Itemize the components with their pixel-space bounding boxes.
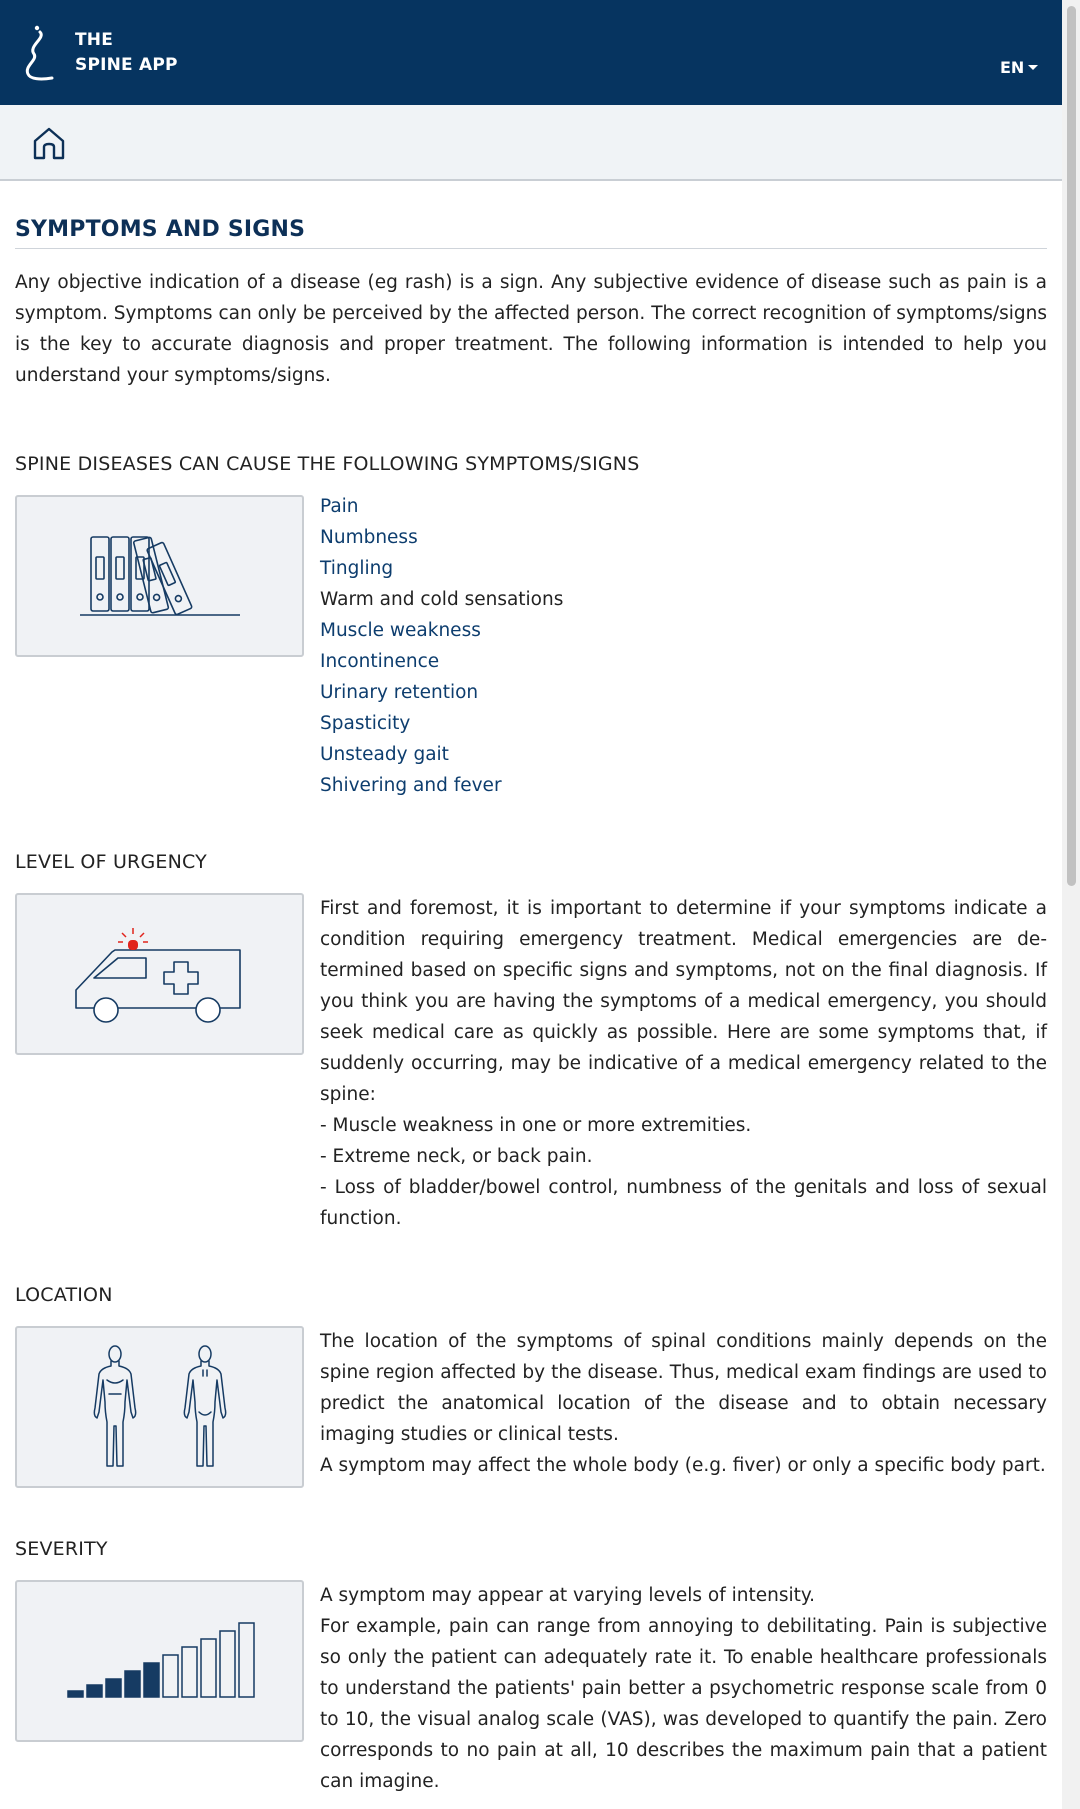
language-selector[interactable] (1000, 58, 1038, 77)
severity-paragraph-1: A symptom may appear at varying levels of intensity. (320, 1585, 816, 1606)
ambulance-icon (70, 924, 250, 1024)
symptom-link-urinary-retention[interactable]: Urinary retention (320, 682, 479, 703)
severity-section (15, 1538, 1047, 1797)
breadcrumb-bar (0, 105, 1062, 181)
location-image (15, 1326, 304, 1488)
symptoms-image (15, 495, 304, 657)
brand-name[interactable] (75, 28, 178, 78)
severity-heading: SEVERITY (15, 1538, 108, 1560)
language-label: EN (1000, 58, 1025, 77)
urgency-bullet-1: - Muscle weakness in one or more extremities. (320, 1115, 752, 1136)
symptom-item-warm-cold: Warm and cold sensations (320, 589, 564, 610)
symptom-link-pain[interactable]: Pain (320, 496, 359, 517)
symptom-link-incontinence[interactable]: Incontinence (320, 651, 440, 672)
location-text (320, 1326, 1047, 1488)
severity-paragraph-2: For example, pain can range from annoying to debilitating. Pain is subjective so only the patient can adequately rate it. To enable healthcare professionals to understand the patients' pain better a psychometric response scale from 0 to 10, the visual analog scale (VAS), was developed to quantify the pain. Zero corresponds to no pain at all, 10 describes the maximum pain that a patient can imagine. (320, 1616, 1047, 1792)
urgency-section (15, 851, 1047, 1234)
brand-line-1: THE (75, 30, 114, 50)
severity-image (15, 1580, 304, 1742)
binders-icon (75, 531, 245, 621)
body-front-back-icon (75, 1342, 245, 1472)
symptoms-list (320, 491, 563, 801)
page-scrollbar[interactable] (1062, 0, 1080, 1809)
page-title: SYMPTOMS AND SIGNS (15, 217, 1047, 249)
urgency-bullet-2: - Extreme neck, or back pain. (320, 1146, 593, 1167)
symptom-link-tingling[interactable]: Tingling (320, 558, 394, 579)
symptoms-section (15, 453, 1047, 801)
urgency-bullet-3: - Loss of bladder/bowel control, numbness of the genitals and loss of sexual function. (320, 1177, 1047, 1229)
scrollbar-thumb[interactable] (1067, 6, 1076, 886)
symptom-link-numbness[interactable]: Numbness (320, 527, 418, 548)
location-section (15, 1284, 1047, 1488)
location-heading: LOCATION (15, 1284, 113, 1306)
urgency-text (320, 893, 1047, 1234)
caret-down-icon (1028, 65, 1038, 70)
urgency-image (15, 893, 304, 1055)
home-icon[interactable] (31, 125, 67, 161)
symptom-link-muscle-weakness[interactable]: Muscle weakness (320, 620, 481, 641)
symptom-link-unsteady-gait[interactable]: Unsteady gait (320, 744, 449, 765)
intensity-scale-icon (60, 1621, 260, 1701)
urgency-heading: LEVEL OF URGENCY (15, 851, 207, 873)
location-paragraph-1: The location of the symptoms of spinal conditions mainly depends on the spine region affected by the disease. Thus, medical exam findings are used to predict the anatomical location of the disease and to obtain necessary imaging studies or clinical tests. (320, 1331, 1047, 1445)
top-navbar (0, 0, 1062, 105)
urgency-paragraph: First and foremost, it is important to determine if your symptoms indicate a condition requiring emergency treatment. Medical emergencies are determined based on specific signs and symptoms, not on the final diagnosis. If you think you are having the symptoms of a medical emergency, you should seek medical care as quickly as possible. Here are some symptoms that, if suddenly occurring, may be indicative of a medical emergency related to the spine: (320, 898, 1047, 1105)
symptom-link-shivering-fever[interactable]: Shivering and fever (320, 775, 502, 796)
location-paragraph-2: A symptom may affect the whole body (e.g. fiver) or only a specific body part. (320, 1455, 1046, 1476)
symptoms-heading: SPINE DISEASES CAN CAUSE THE FOLLOWING SYMPTOMS/SIGNS (15, 453, 640, 475)
brand-line-2: SPINE APP (75, 55, 178, 75)
symptom-link-spasticity[interactable]: Spasticity (320, 713, 411, 734)
intro-paragraph: Any objective indication of a disease (eg rash) is a sign. Any subjective evidence of disease such as pain is a symptom. Symptoms can only be perceived by the affected person. The correct recognition of symptoms/signs is the key to accurate diagnosis and proper treatment. The following information is intended to help you understand your symptoms/signs. (15, 272, 1047, 386)
main-content (0, 217, 1062, 1797)
spine-logo-icon[interactable] (18, 24, 60, 82)
severity-text (320, 1580, 1047, 1797)
